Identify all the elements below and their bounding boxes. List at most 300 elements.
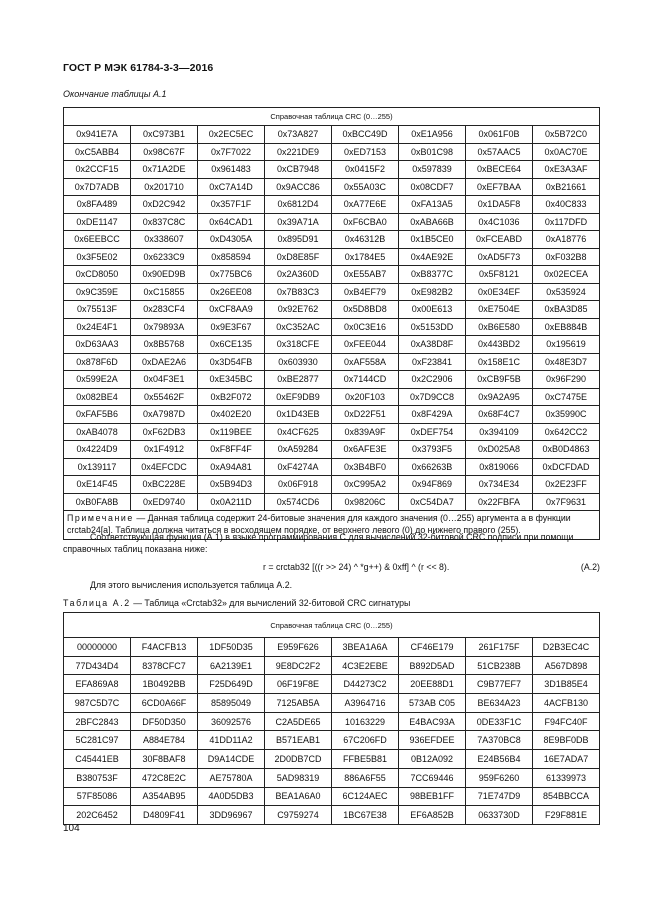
table-cell: 0x96F290 (533, 371, 600, 389)
table-cell: 0x734E34 (466, 476, 533, 494)
table-cell: 0xAD5F73 (466, 248, 533, 266)
table-cell: 0B12A092 (399, 750, 466, 769)
table-cell: 0x46312B (332, 231, 399, 249)
table-cell: A354AB95 (131, 787, 198, 806)
table-cell: 0xFCEABD (466, 231, 533, 249)
crc24-table (63, 107, 600, 540)
table-cell: 0xED7153 (332, 143, 399, 161)
table-cell: 0xB21661 (533, 178, 600, 196)
table-cell: 0x082BE4 (64, 388, 131, 406)
formula-number: (А.2) (580, 562, 600, 572)
table1-heading: Справочная таблица CRC (0…255) (64, 108, 600, 126)
table2-caption-text: — Таблица «Crctab32» для вычислений 32-битовой CRC сигнатуры (130, 598, 411, 608)
table-cell: 0xDAE2A6 (131, 353, 198, 371)
table-row (64, 161, 600, 179)
table-cell: 0x8F429A (399, 406, 466, 424)
table-cell: 0xCB7948 (265, 161, 332, 179)
table-row (64, 143, 600, 161)
table-cell: 4C3E2EBE (332, 656, 399, 675)
crc32-table (63, 612, 600, 825)
table-cell: 30F8BAF8 (131, 750, 198, 769)
table-cell: 0x4EFCDC (131, 458, 198, 476)
table-cell: 0x837C8C (131, 213, 198, 231)
table-cell: 67C206FD (332, 731, 399, 750)
table-cell: 0x64CAD1 (198, 213, 265, 231)
table-cell: 6A2139E1 (198, 656, 265, 675)
table-row (64, 178, 600, 196)
table-cell: 0x4C1036 (466, 213, 533, 231)
table-cell: 0x92E762 (265, 301, 332, 319)
table-cell: 8378CFC7 (131, 656, 198, 675)
table-cell: 0xED9740 (131, 493, 198, 511)
table-cell: 0x3D54FB (198, 353, 265, 371)
table-cell: 0x66263B (399, 458, 466, 476)
table-cell: 0x6233C9 (131, 248, 198, 266)
table-cell: 0xB8377C (399, 266, 466, 284)
table-cell: C2A5DE65 (265, 712, 332, 731)
table-cell: 0x139117 (64, 458, 131, 476)
table-cell: 0x1B5CE0 (399, 231, 466, 249)
table-cell: 0x24E4F1 (64, 318, 131, 336)
table-cell: 0xC995A2 (332, 476, 399, 494)
table-cell: B892D5AD (399, 656, 466, 675)
table-row (64, 213, 600, 231)
table-row (64, 806, 600, 825)
table-cell: 85895049 (198, 694, 265, 713)
table-cell: 0x1DA5F8 (466, 196, 533, 214)
table-row (64, 388, 600, 406)
table-cell: 0x2EC5EC (198, 126, 265, 144)
table-cell: 20EE88D1 (399, 675, 466, 694)
table-cell: 0x9C359E (64, 283, 131, 301)
table-cell: 0xC352AC (265, 318, 332, 336)
table-cell: C9759274 (265, 806, 332, 825)
table-row (64, 266, 600, 284)
table-cell: 0xE3A3AF (533, 161, 600, 179)
table-cell: 0x68F4C7 (466, 406, 533, 424)
table-cell: 0xD4305A (198, 231, 265, 249)
table-cell: F4ACFB13 (131, 638, 198, 657)
table-cell: 0xCD8050 (64, 266, 131, 284)
table-cell: 0xA77E6E (332, 196, 399, 214)
table-cell: FFBE5B81 (332, 750, 399, 769)
table-cell: 0x3F5E02 (64, 248, 131, 266)
table-cell: 0xB4EF79 (332, 283, 399, 301)
table-cell: 573AB C05 (399, 694, 466, 713)
formula-expression: r = crctab32 [((r >> 24) ^ *g++) & 0xff] ^ (r << 8). (263, 562, 450, 572)
table-cell: 0x2A360D (265, 266, 332, 284)
table-cell: 0xAB4078 (64, 423, 131, 441)
table-cell: D4809F41 (131, 806, 198, 825)
table-cell: E959F626 (265, 638, 332, 657)
table-cell: E4BAC93A (399, 712, 466, 731)
table-cell: 0x0415F2 (332, 161, 399, 179)
table-cell: 0x55462F (131, 388, 198, 406)
table-cell: 0x6AFE3E (332, 441, 399, 459)
table-cell: A3964716 (332, 694, 399, 713)
table-cell: 0x04F3E1 (131, 371, 198, 389)
table-cell: 0x4AE92E (399, 248, 466, 266)
table-cell: 0x5B72C0 (533, 126, 600, 144)
table-row (64, 196, 600, 214)
paragraph-table-ref: Для этого вычисления используется таблица А.2. (90, 580, 293, 590)
table-cell: 0633730D (466, 806, 533, 825)
table-cell: 0x1784E5 (332, 248, 399, 266)
table-cell: 0x858594 (198, 248, 265, 266)
table-cell: 0x06F918 (265, 476, 332, 494)
table-cell: 0xD63AA3 (64, 336, 131, 354)
table-cell: 0x08CDF7 (399, 178, 466, 196)
table-cell: 0x98206C (332, 493, 399, 511)
paragraph-c-function: Соответствующая функция (А.1) в языке программирования С для вычислений 32-битовой CRC подписи при помощи справочных таблиц показана ниже: (63, 532, 574, 554)
table-cell: 0x158E1C (466, 353, 533, 371)
table-cell: C9B77EF7 (466, 675, 533, 694)
table-cell: CF46E179 (399, 638, 466, 657)
table-cell: 0x98C67F (131, 143, 198, 161)
table-cell: 0x22FBFA (466, 493, 533, 511)
table-cell: 71E747D9 (466, 787, 533, 806)
table-cell: 0xC54DA7 (399, 493, 466, 511)
table-cell: 0xB01C98 (399, 143, 466, 161)
table-cell: 0xF032B8 (533, 248, 600, 266)
table-cell: 0x90ED9B (131, 266, 198, 284)
table-cell: 0x895D91 (265, 231, 332, 249)
table-cell: 0xC973B1 (131, 126, 198, 144)
table-cell: 10163229 (332, 712, 399, 731)
table-cell: 0xA59284 (265, 441, 332, 459)
table-cell: 0xF4274A (265, 458, 332, 476)
table-cell: 0x2C2906 (399, 371, 466, 389)
table-cell: 0xDEF754 (399, 423, 466, 441)
table-cell: B380753F (64, 768, 131, 787)
table-cell: 00000000 (64, 638, 131, 657)
table-cell: 77D434D4 (64, 656, 131, 675)
table-row (64, 656, 600, 675)
table-row (64, 301, 600, 319)
table-cell: A884E784 (131, 731, 198, 750)
table-cell: 0x9A2A95 (466, 388, 533, 406)
table-cell: 2D0DB7CD (265, 750, 332, 769)
table-cell: 0xF6CBA0 (332, 213, 399, 231)
table-cell: 0x117DFD (533, 213, 600, 231)
table-cell: 0x6EEBCC (64, 231, 131, 249)
table-cell: 0x1D43EB (265, 406, 332, 424)
table1-caption: Окончание таблицы А.1 (63, 89, 167, 99)
table-cell: F94FC40F (533, 712, 600, 731)
table-cell: 0x318CFE (265, 336, 332, 354)
table-cell: 0x0AC70E (533, 143, 600, 161)
table-cell: 0xCF8AA9 (198, 301, 265, 319)
table2-heading: Справочная таблица CRC (0…255) (64, 613, 600, 638)
table-row (64, 353, 600, 371)
table-cell: 3D1B85E4 (533, 675, 600, 694)
table-cell: 959F6260 (466, 768, 533, 787)
table-cell: 0x6CE135 (198, 336, 265, 354)
table-row (64, 731, 600, 750)
table-cell: 0x443BD2 (466, 336, 533, 354)
table-cell: 3BEA1A6A (332, 638, 399, 657)
table-cell: 0xC5ABB4 (64, 143, 131, 161)
table-cell: 0xA94A81 (198, 458, 265, 476)
table-cell: 4A0D5DB3 (198, 787, 265, 806)
table-cell: 0x7D9CC8 (399, 388, 466, 406)
table-cell: 0xBECE64 (466, 161, 533, 179)
table-cell: 0xFA13A5 (399, 196, 466, 214)
table-cell: 0x775BC6 (198, 266, 265, 284)
table-cell: 0xE14F45 (64, 476, 131, 494)
table-cell: 0x7D7ADB (64, 178, 131, 196)
table-cell: 0x71A2DE (131, 161, 198, 179)
table-cell: 0x0C3E16 (332, 318, 399, 336)
table-row (64, 248, 600, 266)
table-cell: 4ACFB130 (533, 694, 600, 713)
table-cell: 0DE33F1C (466, 712, 533, 731)
table-cell: 5AD98319 (265, 768, 332, 787)
table-cell: D2B3EC4C (533, 638, 600, 657)
table-cell: BE634A23 (466, 694, 533, 713)
table-cell: 0x394109 (466, 423, 533, 441)
table-row (64, 750, 600, 769)
table-cell: 0x357F1F (198, 196, 265, 214)
table-cell: 0x7144CD (332, 371, 399, 389)
table-cell: 0x5153DD (399, 318, 466, 336)
table-cell: 0xAF558A (332, 353, 399, 371)
table-cell: 0x603930 (265, 353, 332, 371)
table-cell: 886A6F55 (332, 768, 399, 787)
table-cell: 202C6452 (64, 806, 131, 825)
table-cell: 0xBE2877 (265, 371, 332, 389)
table-cell: 0x338607 (131, 231, 198, 249)
table-cell: 0xF62DB3 (131, 423, 198, 441)
table-cell: 0xEF9DB9 (265, 388, 332, 406)
table-row (64, 694, 600, 713)
table-cell: 0x20F103 (332, 388, 399, 406)
table-cell: 0x48E3D7 (533, 353, 600, 371)
table-cell: 0x599E2A (64, 371, 131, 389)
table-cell: 16E7ADA7 (533, 750, 600, 769)
table-cell: 0x79893A (131, 318, 198, 336)
table-cell: 0xD22F51 (332, 406, 399, 424)
table-row (64, 423, 600, 441)
table-cell: B571EAB1 (265, 731, 332, 750)
table-cell: 0x57AAC5 (466, 143, 533, 161)
table-cell: 0x283CF4 (131, 301, 198, 319)
table-cell: 5C281C97 (64, 731, 131, 750)
table-cell: 0x55A03C (332, 178, 399, 196)
table-cell: 0xFEE044 (332, 336, 399, 354)
table-cell: 0x201710 (131, 178, 198, 196)
table-cell: 0x4CF625 (265, 423, 332, 441)
page-number: 104 (63, 823, 80, 834)
table-cell: 261F175F (466, 638, 533, 657)
table-cell: F29F881E (533, 806, 600, 825)
table-cell: 0x40C833 (533, 196, 600, 214)
table-row (64, 675, 600, 694)
table-cell: 0xA18776 (533, 231, 600, 249)
table-cell: 3DD96967 (198, 806, 265, 825)
table-cell: 1B0492BB (131, 675, 198, 694)
table-cell: 0x26EE08 (198, 283, 265, 301)
table-cell: BEA1A6A0 (265, 787, 332, 806)
table-cell: 0x941E7A (64, 126, 131, 144)
table-cell: 0x9E3F67 (198, 318, 265, 336)
table-cell: 0x8B5768 (131, 336, 198, 354)
note-label: Примечание (67, 513, 134, 523)
table-cell: 0xB0D4863 (533, 441, 600, 459)
table-cell: 0x535924 (533, 283, 600, 301)
table-cell: 0x819066 (466, 458, 533, 476)
table-cell: 51CB238B (466, 656, 533, 675)
note-text: — Данная таблица содержит 24-битовые значения для каждого значения (0…255) аргумента a в функции crctab24[a]. Таблица должна читаться в восходящем порядке, от верхнего левого (0) до нижнего правого (255). (67, 513, 571, 535)
table-cell: 854BBCCA (533, 787, 600, 806)
table-cell: 0x195619 (533, 336, 600, 354)
table-cell: 0x3B4BF0 (332, 458, 399, 476)
table-cell: 0x119BEE (198, 423, 265, 441)
table-cell: 7CC69446 (399, 768, 466, 787)
table-cell: 61339973 (533, 768, 600, 787)
table-cell: 0x8FA489 (64, 196, 131, 214)
table-cell: 0xA7987D (131, 406, 198, 424)
document-title: ГОСТ Р МЭК 61784-3-3—2016 (63, 62, 214, 74)
table-cell: 0x3793F5 (399, 441, 466, 459)
table-cell: 0xF23841 (399, 353, 466, 371)
table-cell: 0xB0FA8B (64, 493, 131, 511)
table-cell: 0x7F7022 (198, 143, 265, 161)
table-cell: 7A370BC8 (466, 731, 533, 750)
table-row (64, 787, 600, 806)
table-cell: AE75780A (198, 768, 265, 787)
table-cell: 0x878F6D (64, 353, 131, 371)
table-cell: 0xCB9F5B (466, 371, 533, 389)
table-cell: 0x597839 (399, 161, 466, 179)
table-cell: 0x4224D9 (64, 441, 131, 459)
table-row (64, 406, 600, 424)
table-row (64, 458, 600, 476)
table-cell: 0xB2F072 (198, 388, 265, 406)
table-cell: 0xBCC49D (332, 126, 399, 144)
table-cell: 0xC15855 (131, 283, 198, 301)
table-row (64, 126, 600, 144)
table-cell: 0x642CC2 (533, 423, 600, 441)
table-cell: D9A14CDE (198, 750, 265, 769)
table-cell: 987C5D7C (64, 694, 131, 713)
table-row (64, 371, 600, 389)
table-cell: 0xDCFDAD (533, 458, 600, 476)
table-cell: 0x5D8BD8 (332, 301, 399, 319)
table-cell: 0x75513F (64, 301, 131, 319)
table-cell: 8E9BF0DB (533, 731, 600, 750)
table-cell: 6C124AEC (332, 787, 399, 806)
table-cell: EFA869A8 (64, 675, 131, 694)
table-cell: 0x0E34EF (466, 283, 533, 301)
table-cell: 0xABA66B (399, 213, 466, 231)
table-cell: 06F19F8E (265, 675, 332, 694)
table-cell: 0x73A827 (265, 126, 332, 144)
table-cell: 0x9ACC86 (265, 178, 332, 196)
table2-caption (63, 598, 410, 608)
table-cell: 0xF8FF4F (198, 441, 265, 459)
table-cell: F25D649D (198, 675, 265, 694)
table-cell: E24B56B4 (466, 750, 533, 769)
table-row (64, 318, 600, 336)
table-cell: 0xE7504E (466, 301, 533, 319)
table-cell: 36092576 (198, 712, 265, 731)
table-cell: 0xFAF5B6 (64, 406, 131, 424)
table-cell: 57F85086 (64, 787, 131, 806)
table-cell: 0xB6E580 (466, 318, 533, 336)
table-cell: 0x6812D4 (265, 196, 332, 214)
table-cell: 936EFDEE (399, 731, 466, 750)
table-row (64, 712, 600, 731)
table-cell: 0x402E20 (198, 406, 265, 424)
table2-caption-label: Таблица А.2 (63, 598, 131, 608)
table-cell: 0x574CD6 (265, 493, 332, 511)
table-cell: 0x961483 (198, 161, 265, 179)
table-cell: 7125AB5A (265, 694, 332, 713)
table-row (64, 441, 600, 459)
table-cell: 472C8E2C (131, 768, 198, 787)
table-cell: DF50D350 (131, 712, 198, 731)
table-cell: 0x2CCF15 (64, 161, 131, 179)
table-cell: 0x7B83C3 (265, 283, 332, 301)
table-cell: 0xE1A956 (399, 126, 466, 144)
table-cell: 0xE982B2 (399, 283, 466, 301)
table-cell: 6CD0A66F (131, 694, 198, 713)
table-cell: 2BFC2843 (64, 712, 131, 731)
table-cell: 0xD2C942 (131, 196, 198, 214)
table-cell: 0x0A211D (198, 493, 265, 511)
table-cell: 0x94F869 (399, 476, 466, 494)
table-cell: 0xE55AB7 (332, 266, 399, 284)
table-cell: 0x5B94D3 (198, 476, 265, 494)
table-cell: C45441EB (64, 750, 131, 769)
table-cell: 0xC7A14D (198, 178, 265, 196)
table-cell: 0xE345BC (198, 371, 265, 389)
table-cell: 0x00E613 (399, 301, 466, 319)
table-cell: 0x2E23FF (533, 476, 600, 494)
table-cell: 41DD11A2 (198, 731, 265, 750)
table-row (64, 476, 600, 494)
table-cell: 0xDE1147 (64, 213, 131, 231)
table-cell: 98BEB1FF (399, 787, 466, 806)
table-cell: 0x5F8121 (466, 266, 533, 284)
table-cell: 0x35990C (533, 406, 600, 424)
table-cell: A567D898 (533, 656, 600, 675)
table-cell: 1BC67E38 (332, 806, 399, 825)
table-cell: 0x061F0B (466, 126, 533, 144)
table-cell: 0x02ECEA (533, 266, 600, 284)
table-row (64, 231, 600, 249)
table-cell: EF6A852B (399, 806, 466, 825)
table-cell: D44273C2 (332, 675, 399, 694)
table-cell: 0xEB884B (533, 318, 600, 336)
table-cell: 0xC7475E (533, 388, 600, 406)
table-cell: 1DF50D35 (198, 638, 265, 657)
table-row (64, 336, 600, 354)
table-cell: 0x221DE9 (265, 143, 332, 161)
table-cell: 9E8DC2F2 (265, 656, 332, 675)
table-cell: 0xD025A8 (466, 441, 533, 459)
table-cell: 0x7F9631 (533, 493, 600, 511)
table-cell: 0x1F4912 (131, 441, 198, 459)
table-cell: 0xBA3D85 (533, 301, 600, 319)
table-row (64, 638, 600, 657)
table-cell: 0x39A71A (265, 213, 332, 231)
table-cell: 0xA38D8F (399, 336, 466, 354)
table-cell: 0xBC228E (131, 476, 198, 494)
table-row (64, 283, 600, 301)
table-cell: 0x839A9F (332, 423, 399, 441)
